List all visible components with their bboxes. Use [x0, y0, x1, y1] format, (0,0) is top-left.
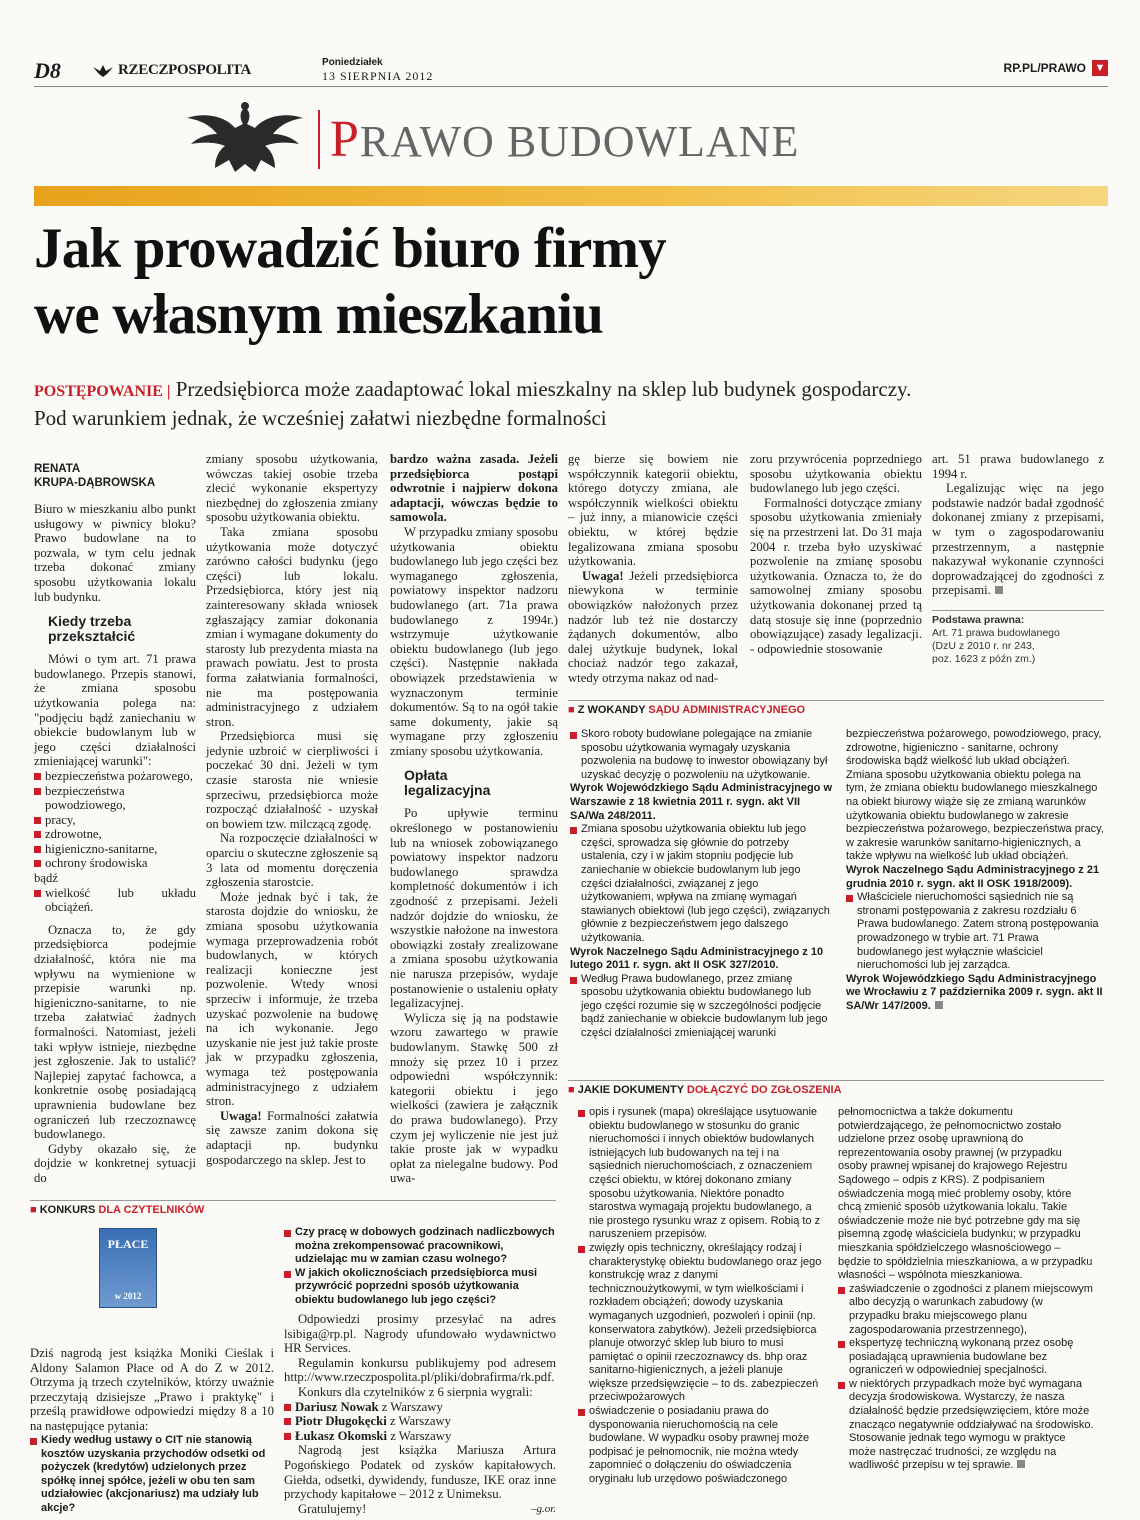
verdict-source: Wyrok Naczelnego Sądu Administracyjnego z 10 lutego 2011 r. sygn. akt II OSK 327/2010. — [570, 945, 824, 972]
eagle-emblem-icon — [185, 98, 305, 176]
subheading-oplata — [404, 768, 558, 798]
konkurs-intro — [30, 1346, 274, 1434]
wokanda-heading-1: Z WOKANDY — [577, 704, 649, 716]
article-column-4 — [568, 452, 738, 686]
question-item — [284, 1267, 556, 1308]
logo-text: RZECZPOSPOLITA — [118, 62, 252, 78]
verdict-text: Według Prawa budowlanego, przez zmianę sposobu użytkowania obiektu budowlanego lub jego części rozumie się w szczególności podjęcie bądź zaniechanie w obiekcie budowlanym lub jego części działalności zmieniającej warunki — [581, 972, 828, 1040]
lead-text-2: Pod warunkiem jednak, że wcześniej załatwi niezbędne formalności — [34, 406, 607, 430]
verdict-text: bezpieczeństwa pożarowego, powodziowego, pracy, zdrowotne, higieniczno - sanitarne, ochrony środowiska bądź wielkość lub układ obciążeń. Zmiana sposobu użytkowania obiektu polega na tym, że zmiana obiektu budowlanego mieszkalnego na obiekt biurowy wiąże się ze zmianą warunków użytkowania obiektu budowlanego w zakresie bezpieczeństwa pożarowego, bezpieczeństwa pracy, w zakresie warunków sanitarno-higienicznych, a także wpływu na wielkość lub układ obciążeń. — [846, 728, 1104, 863]
list-item-text: zdrowotne, — [45, 827, 102, 842]
list-conjunction: bądź — [34, 871, 58, 886]
doc-text: oświadczenie o posiadaniu prawa do dysponowania nieruchomością na cele budowlane. W wypadku osoby prawnej może podpisać je pełnomocnik, nie można wtedy zapomnieć o dołączeniu do oświadczenia oryginału lub urzędowo poświadczonego — [589, 1405, 810, 1486]
paragraph: Taka zmiana sposobu użytkowania może dotyczyć zarówno całości budynku (jego części) lub lokalu. Przedsiębiorca, który jest nią zainteresowany składa wniosek zgłaszający zamiar dokonania zmian i wymagane dokumenty do starosty lub prezydenta miasta na prawach powiatu. Jest to prosta forma załatwiania formalności, nie ma postępowania administracyjnego z udziałem stron. — [206, 524, 378, 729]
paragraph — [206, 1109, 378, 1167]
docs-heading-1: JAKIE DOKUMENTY — [577, 1084, 687, 1096]
doc-text: opis i rysunek (mapa) określające usytuowanie obiektu budowlanego w stosunku do granic nieruchomości i innych obiektów budowlanych istniejących lub budowanych na tej i na sąsiednich nieruchomościach, z oznaczeniem części obiektu, w której dokonano zmiany sposobu użytkowania. Niektóre ponadto starostwa wymagają projektu budowlanego, a nie prostego rysunku wraz z opisem. Robią to z naruszeniem przepisów. — [589, 1106, 821, 1241]
author — [34, 462, 196, 490]
verdict-text: Zmiana sposobu użytkowania obiektu lub jego części, sprowadza się głównie do potrzeby ustalenia, czy i w jakim stopniu podjęcie lub zaniechanie w obiekcie budowlanym lub jego części działalności, związanej z jego użytkowaniem, wpływa na zmianę wymagań stawianych obiektowi (lub jego części), związanych głównie z bezpieczeństwem jego dalszego użytkowania. — [581, 823, 830, 944]
closing-text: Gratulujemy! — [298, 1501, 367, 1516]
end-mark-icon — [935, 1001, 943, 1009]
section-rest: RAWO BUDOWLANE — [359, 117, 800, 166]
verdict-text: Właściciele nieruchomości sąsiednich nie są stronami postępowania z zakresu rozdziału 6 Prawa budowlanego. Zatem stroną postępowania prowadzonego w trybie art. 71 Prawa budowlanego jest wyłącznie właściciel nieruchomości lub jej zarządca. — [857, 891, 1099, 972]
paragraph — [932, 481, 1104, 598]
winner-city: z Warszawy — [387, 1428, 452, 1443]
eagle-small-icon — [92, 64, 114, 78]
subheading-kiedy — [48, 614, 196, 644]
konkurs-heading: ■ KONKURS DLA CZYTELNIKÓW — [30, 1200, 556, 1216]
legal-basis — [932, 610, 1104, 666]
doc-text: zaświadczenie o zgodności z planem miejscowym albo decyzją o warunkach zabudowy (w przypadku braku miejscowego planu zagospodarowania przestrzennego), — [849, 1282, 1093, 1336]
wokanda-column-1 — [570, 728, 832, 1041]
lead-text-1: Przedsiębiorca może zaadaptować lokal mieszkalny na sklep lub budynek gospodarczy. — [170, 377, 912, 401]
author-first-name: RENATA — [34, 463, 81, 475]
book-cover — [99, 1228, 157, 1308]
list-item — [34, 842, 196, 857]
paragraph: Konkurs dla czytelników z 6 sierpnia wygrali: — [298, 1384, 533, 1399]
paragraph — [568, 569, 738, 686]
article-column-3 — [390, 452, 558, 1186]
doc-item — [838, 1337, 1094, 1378]
docs-column-1 — [578, 1106, 824, 1487]
list-item-text: bezpieczeństwa pożarowego, — [45, 768, 193, 783]
page-number: D8 — [34, 58, 61, 83]
paragraph: Odpowiedzi prosimy przesyłać na adres lsibiga@rp.pl. Nagrody ufundowało wydawnictwo HR Services. — [284, 1312, 556, 1356]
paragraph: art. 51 prawa budowlanego z 1994 r. — [932, 452, 1104, 481]
subheading-line: przekształcić — [48, 628, 136, 645]
winner-city: z Warszawy — [386, 1414, 452, 1429]
paragraph: W przypadku zmiany sposobu użytkowania obiektu budowlanego lub jego części bez wymaganego zgłoszenia, powiatowy inspektor nadzoru budowlanego (art. 71a prawa budowlanego z 1994r.) wstrzymuje użytkowanie obiektu budowlanego (lub jego części). Następnie nakłada obowiązek przedstawienia w wyznaczonym terminie dokumentów. Są to na ogół takie same dokumenty, jakie są wymagane przy zgłoszeniu zmiany sposobu użytkowania. — [390, 524, 558, 758]
wokanda-heading: ■ Z WOKANDY SĄDU ADMINISTRACYJNEGO — [568, 700, 1104, 716]
verdict-source: Wyrok Naczelnego Sądu Administracyjnego z 21 grudnia 2010 r. sygn. akt II OSK 1918/2009). — [846, 863, 1100, 890]
paragraph: Może jednak być i tak, że starosta dojdzie do wniosku, że zmiana sposobu użytkowania wymaga przeprowadzenia robót budowlanych, w których realizacji konieczne jest pozwolenie. Wtedy wnosi sprzeciw i informuje, że trzeba uzyskać pozwolenie na budowę na ich wykonanie. Jego uzyskanie nie jest już takie proste jak w przypadku zgłoszenia, wymaga też postępowania administracyjnego z udziałem stron. — [206, 889, 378, 1109]
verdict-source-wrap — [846, 973, 1104, 1014]
lead-tag: POSTĘPOWANIE | — [34, 383, 171, 400]
list-item-text: pracy, — [45, 812, 76, 827]
wokanda-column-2 — [846, 728, 1104, 1013]
konkurs-details — [284, 1312, 556, 1516]
article-column-1 — [34, 462, 196, 1186]
konkurs-heading-2: DLA CZYTELNIKÓW — [98, 1204, 205, 1216]
closing-line — [284, 1502, 556, 1517]
doc-text: zwięzły opis techniczny, określający rodzaj i charakterystykę obiektu budowlanego oraz jego konstrukcję wraz z danymi technicznoużytkowymi, w tym wielkościami i rozkładem obciążeń; dowody uzyskania wymaganych uzgodnień, pozwoleń i opinii (np. konserwatora zabytków). Jeżeli przedsiębiorca planuje otworzyć sklep lub biuro to musi pamiętać o opinii rzeczoznawcy ds. bhp oraz sanitarno-higienicznych, a jeżeli planuje większe przedsięwzięcie – to ds. zabezpieczeń przeciwpożarowych — [589, 1241, 822, 1404]
paragraph: Po upływie terminu określonego w postanowieniu lub na wniosek zobowiązanego powiatowy inspektor nadzoru budowlanego sprawdza kompletność dokumentów i ich zgodność z przepisami. Jeżeli nadzór dojdzie do wniosku, że wszystkie nałożone na inwestora obowiązki zostały zrealizowane a zmiana sposobu użytkowania nie narusza przepisów, wydaje postanowienie o ustaleniu opłaty legalizacyjnej. — [390, 806, 558, 1011]
author-last-name: KRUPA-DĄBROWSKA — [34, 477, 156, 489]
doc-item — [578, 1242, 824, 1405]
headline — [34, 216, 666, 348]
paragraph: Regulamin konkursu publikujemy pod adresem http://www.rzeczpospolita.pl/pliki/dobrafirma/rk.pdf. — [284, 1355, 556, 1385]
end-mark-icon — [1017, 1460, 1025, 1468]
doc-item — [838, 1378, 1094, 1473]
section-band — [34, 186, 1108, 206]
paragraph: Biuro w mieszkaniu albo punkt usługowy w piwnicy bloku? Prawo budowlane na to pozwala, w tym celu jednak trzeba dokonać zmiany sposobu użytkowania lokalu lub budynku. — [34, 502, 196, 604]
legal-basis-line: poz. 1623 z późn zm.) — [932, 652, 1036, 665]
verdict-item — [570, 728, 832, 782]
winner-item — [284, 1429, 556, 1444]
winner-item — [284, 1400, 556, 1415]
konkurs-heading-1: KONKURS — [39, 1204, 99, 1216]
verdict-source: Wyrok Wojewódzkiego Sądu Administracyjnego w Warszawie z 18 kwietnia 2011 r. sygn. akt VII SA/Wa 248/2011. — [570, 782, 833, 822]
paragraph: Oznacza to, że gdy przedsiębiorca podejmie działalność, która nie ma wpływu na wymienione w przepisie warunki np. higieniczno-sanitarne, to nie trzeba załatwiać żadnych formalności. Natomiast, jeżeli taki wpływ istnieje, niezbędne jest zgłoszenie. Jak to ustalić? Najlepiej zapytać fachowca, a konkretnie osobę posiadającą uprawnienia budowlane bez ograniczeń lub rzeczoznawcę budowlanego. — [34, 922, 196, 1142]
verdict-text: Skoro roboty budowlane polegające na zmianie sposobu użytkowania wymagały uzyskania pozwolenia na budowę to inwestor obowiązany był uzyskać decyzję o pozwoleniu na użytkowanie. — [581, 728, 828, 781]
signature: –g.or. — [530, 1502, 556, 1515]
paragraph: Dziś nagrodą jest książka Moniki Cieślak i Aldony Salamon Płace od A do Z w 2012. Otrzyma ją trzech czytelników, którzy uważnie przeczytają dzisiejsze „Prawo i praktykę" i prześlą prawidłowe odpowiedzi między 8 a 10 na następujące pytania: — [30, 1346, 274, 1433]
doc-text — [849, 1378, 1094, 1473]
docs-column-2 — [838, 1106, 1094, 1473]
konkurs-question-1 — [30, 1434, 274, 1516]
site-link[interactable] — [1004, 60, 1108, 76]
paragraph: Mówi o tym art. 71 prawa budowlanego. Przepis stanowi, że zmiana sposobu użytkowania polega na: "podjęciu bądź zaniechaniu w obiekcie budowlanym lub w jego części działalności zmieniającej warunki": — [34, 652, 196, 769]
wokanda-heading-2: SĄDU ADMINISTRACYJNEGO — [648, 704, 806, 716]
article-column-6 — [932, 452, 1104, 666]
winner-item — [284, 1414, 556, 1429]
legal-basis-line: Art. 71 prawa budowlanego — [932, 626, 1060, 639]
section-initial: P — [330, 111, 360, 168]
issue-day: Poniedziałek — [322, 57, 383, 68]
paragraph: zoru przywrócenia poprzedniego sposobu użytkowania obiektu budowlanego lub jego części. — [750, 452, 922, 496]
legal-basis-line: (DzU z 2010 r. nr 243, — [932, 639, 1035, 652]
newspaper-logo — [92, 62, 251, 79]
verdict-item — [570, 823, 832, 945]
uwaga-label: Uwaga! — [220, 1108, 262, 1123]
list-item — [34, 813, 196, 828]
book-cover-year: w 2012 — [114, 1291, 142, 1301]
winner-name: Dariusz Nowak — [295, 1399, 379, 1414]
doc-text: pełnomocnictwa a także dokumentu potwierdzającego, że pełnomocnictwo zostało udzielone przez osobę uprawnioną do reprezentowania osoby prawnej (w przypadku osoby prawnej wpisanej do krajowego Rejestru Sądowego – odpis z KRS). Z podpisaniem oświadczenia mogą mieć problemy osoby, które chcą zmienić sposób użytkowania lokalu. Takie oświadczenie może nie być potrzebne gdy ma się pisemną zgodę właściciela budynku; w przypadku mieszkania spółdzielczego własnościowego – będzie to spółdzielnia mieszkaniowa, a w przypadku własności – wspólnota mieszkaniowa. — [838, 1106, 1093, 1282]
book-cover-title: PŁACE — [107, 1237, 149, 1251]
konkurs-questions — [284, 1226, 556, 1308]
list-item-text: bezpieczeństwa powodziowego, — [45, 783, 126, 813]
paragraph-text: Formalności załatwia się zawsze zanim dokona się adaptacji np. budynku gospodarczego na sklep. Jest to — [206, 1108, 378, 1167]
doc-item — [578, 1405, 824, 1487]
paragraph: Wylicza się ją na podstawie wzoru zawartego w prawie budowlanym. Stawkę 500 zł mnoży się przez 10 i przez odpowiedni współczynnik: kategorii obiektu i jego wielkości (zawiera je załącznik do prawa budowlanego). Przy czym jej wyliczenie nie jest już takie proste jak w wypadku opłat za nielegalne budowy. Pod uwa- — [390, 1010, 558, 1186]
list-item — [34, 784, 196, 813]
paragraph: Na rozpoczęcie działalności w oparciu o skuteczne zgłoszenie są 3 lata od momentu doręczenia zgłoszenia starostcie. — [206, 831, 378, 890]
uwaga-label: Uwaga! — [582, 568, 624, 583]
legal-basis-title: Podstawa prawna: — [932, 613, 1025, 626]
question-item — [284, 1226, 556, 1267]
issue-date — [322, 56, 433, 84]
doc-text-inner: w niektórych przypadkach może być wymagana decyzja środowiskowa. Wystarczy, że nasza działalność będzie przedsięwzięciem, które może znacząco negatywnie oddziaływać na środowisko. Stosowanie jednak tego wymogu w praktyce może nastręczać trudności, ze względu na wadliwość przepisu w tej sprawie. — [849, 1377, 1094, 1472]
paragraph-text: Jeżeli przedsiębiorca niewykona w terminie obowiązków nałożonych przez nadzór lub też nie dostarczy żądanych dokumentów, albo dalej użytkuje budynek, lokal chociaż nadzór tego zakazał, wtedy otrzyma nakaz od nad- — [568, 568, 738, 685]
winner-city: z Warszawy — [378, 1399, 443, 1414]
lead-paragraph — [34, 376, 1034, 432]
paragraph-bold: bardzo ważna zasada. Jeżeli przedsiębiorca postąpi odwrotnie i najpierw dokona adaptacji, wówczas będzie to samowola. — [390, 452, 558, 525]
section-title — [318, 110, 799, 169]
headline-line-2: we własnym mieszkaniu — [34, 283, 604, 346]
question-text: W jakich okolicznościach przedsiębiorca musi przywrócić poprzedni sposób użytkowania obiektu budowlanego lub jego części? — [295, 1266, 538, 1306]
question-item — [30, 1434, 274, 1516]
docs-heading-2: DOŁĄCZYĆ DO ZGŁOSZENIA — [686, 1084, 842, 1096]
question-text: Czy pracę w dobowych godzinach nadliczbowych można zrekompensować pracownikowi, udzielając mu w zamian czasu wolnego? — [295, 1226, 555, 1266]
site-link-text: RP.PL/PRAWO — [1003, 61, 1086, 75]
end-mark-icon — [995, 586, 1003, 594]
paragraph-text: Legalizując więc na jego podstawie nadzór badał zgodność dokonanej zmiany z przepisami, w tym o zagospodarowaniu przestrzennym, a następnie nakazywał wykonanie czynności doprowadzającej do zgodności z przepisami. — [932, 481, 1104, 598]
verdict-source: Wyrok Wojewódzkiego Sądu Administracyjnego we Wrocławiu z 7 października 2009 r. sygn. akt II SA/Wr 147/2009. — [846, 972, 1103, 1012]
list-item-text: ochrony środowiska — [45, 856, 148, 871]
paragraph: Gdyby okazało się, że dojdzie w konkretnej sytuacji do — [34, 1141, 196, 1185]
list-item — [34, 769, 196, 784]
verdict-item — [846, 891, 1104, 973]
issue-date-text: 13 SIERPNIA 2012 — [322, 69, 434, 83]
header-rule — [34, 86, 1108, 87]
subheading-line: Kiedy trzeba — [48, 613, 132, 630]
paragraph: Formalności dotyczące zmiany sposobu użytkowania zmieniały się na przestrzeni lat. Do 31 maja 2004 r. trzeba było uzyskiwać pozwolenie na zmianę sposobu użytkowania. Oznacza to, że do samowolnej zmiany sposobu użytkowania dokonanej przed tą datą stosuje się inne (poprzednio obowiązujące) zasady legalizacji. - odpowiednie stosowanie — [750, 495, 922, 656]
verdict-item — [570, 973, 832, 1041]
list-item-text: higieniczno-sanitarne, — [45, 841, 158, 856]
list-item — [34, 827, 196, 842]
doc-item — [838, 1283, 1094, 1337]
subheading-line: legalizacyjna — [404, 782, 491, 799]
paragraph: gę bierze się bowiem nie współczynnik kategorii obiektu, którego dotyczy zmiana, ale współczynnik wielkości obiektu – już inny, a mianowicie części obiektu, w której będzie legalizowana zmiana sposobu użytkowania. — [568, 452, 738, 569]
logo-mark-icon: ▼ — [1092, 60, 1108, 76]
list-item-text: wielkość lub układu obciążeń. — [45, 885, 196, 915]
docs-heading: ■ JAKIE DOKUMENTY DOŁĄCZYĆ DO ZGŁOSZENIA — [568, 1080, 1104, 1096]
list-item — [34, 886, 196, 915]
article-column-2 — [206, 452, 378, 1167]
paragraph: zmiany sposobu użytkowania, wówczas takiej osobie trzeba zlecić wykonanie ekspertyzy niezbędnej do zgłoszenia zmiany sposobu użytkowania obiektu. — [206, 452, 378, 525]
article-column-5 — [750, 452, 922, 656]
list-item — [34, 856, 196, 871]
winner-name: Łukasz Okomski — [295, 1428, 388, 1443]
doc-item — [578, 1106, 824, 1242]
paragraph: Przedsiębiorca musi się jedynie uzbroić w cierpliwości i poczekać 30 dni. Jeżeli w tym czasie starosta nie wniesie sprzeciwu, przedsiębiorca może rozpocząć działalność - uzyskał on bowiem tzw. milczącą zgodę. — [206, 729, 378, 831]
doc-text: ekspertyzę techniczną wykonaną przez osobę posiadającą uprawnienia budowlane bez ograniczeń w odpowiedniej specjalności. — [849, 1337, 1074, 1377]
question-text: Kiedy według ustawy o CIT nie stanowią kosztów uzyskania przychodów odsetki od pożyczek (kredytów) udzielonych przez spółkę innej spółce, jeżeli w obu ten sam udziałowiec (akcjonariusz) ma udziały lub akcje? — [41, 1434, 266, 1514]
paragraph: Nagrodą jest książka Mariusza Artura Pogońskiego Podatek od zysków kapitałowych. Giełda, odsetki, dywidendy, fundusze, IKE oraz inne przychody kapitałowe – 2012 z Unimeksu. — [284, 1443, 556, 1502]
winner-name: Piotr Długokęcki — [295, 1414, 387, 1429]
headline-line-1: Jak prowadzić biuro firmy — [34, 217, 666, 280]
subheading-line: Opłata — [404, 767, 448, 784]
